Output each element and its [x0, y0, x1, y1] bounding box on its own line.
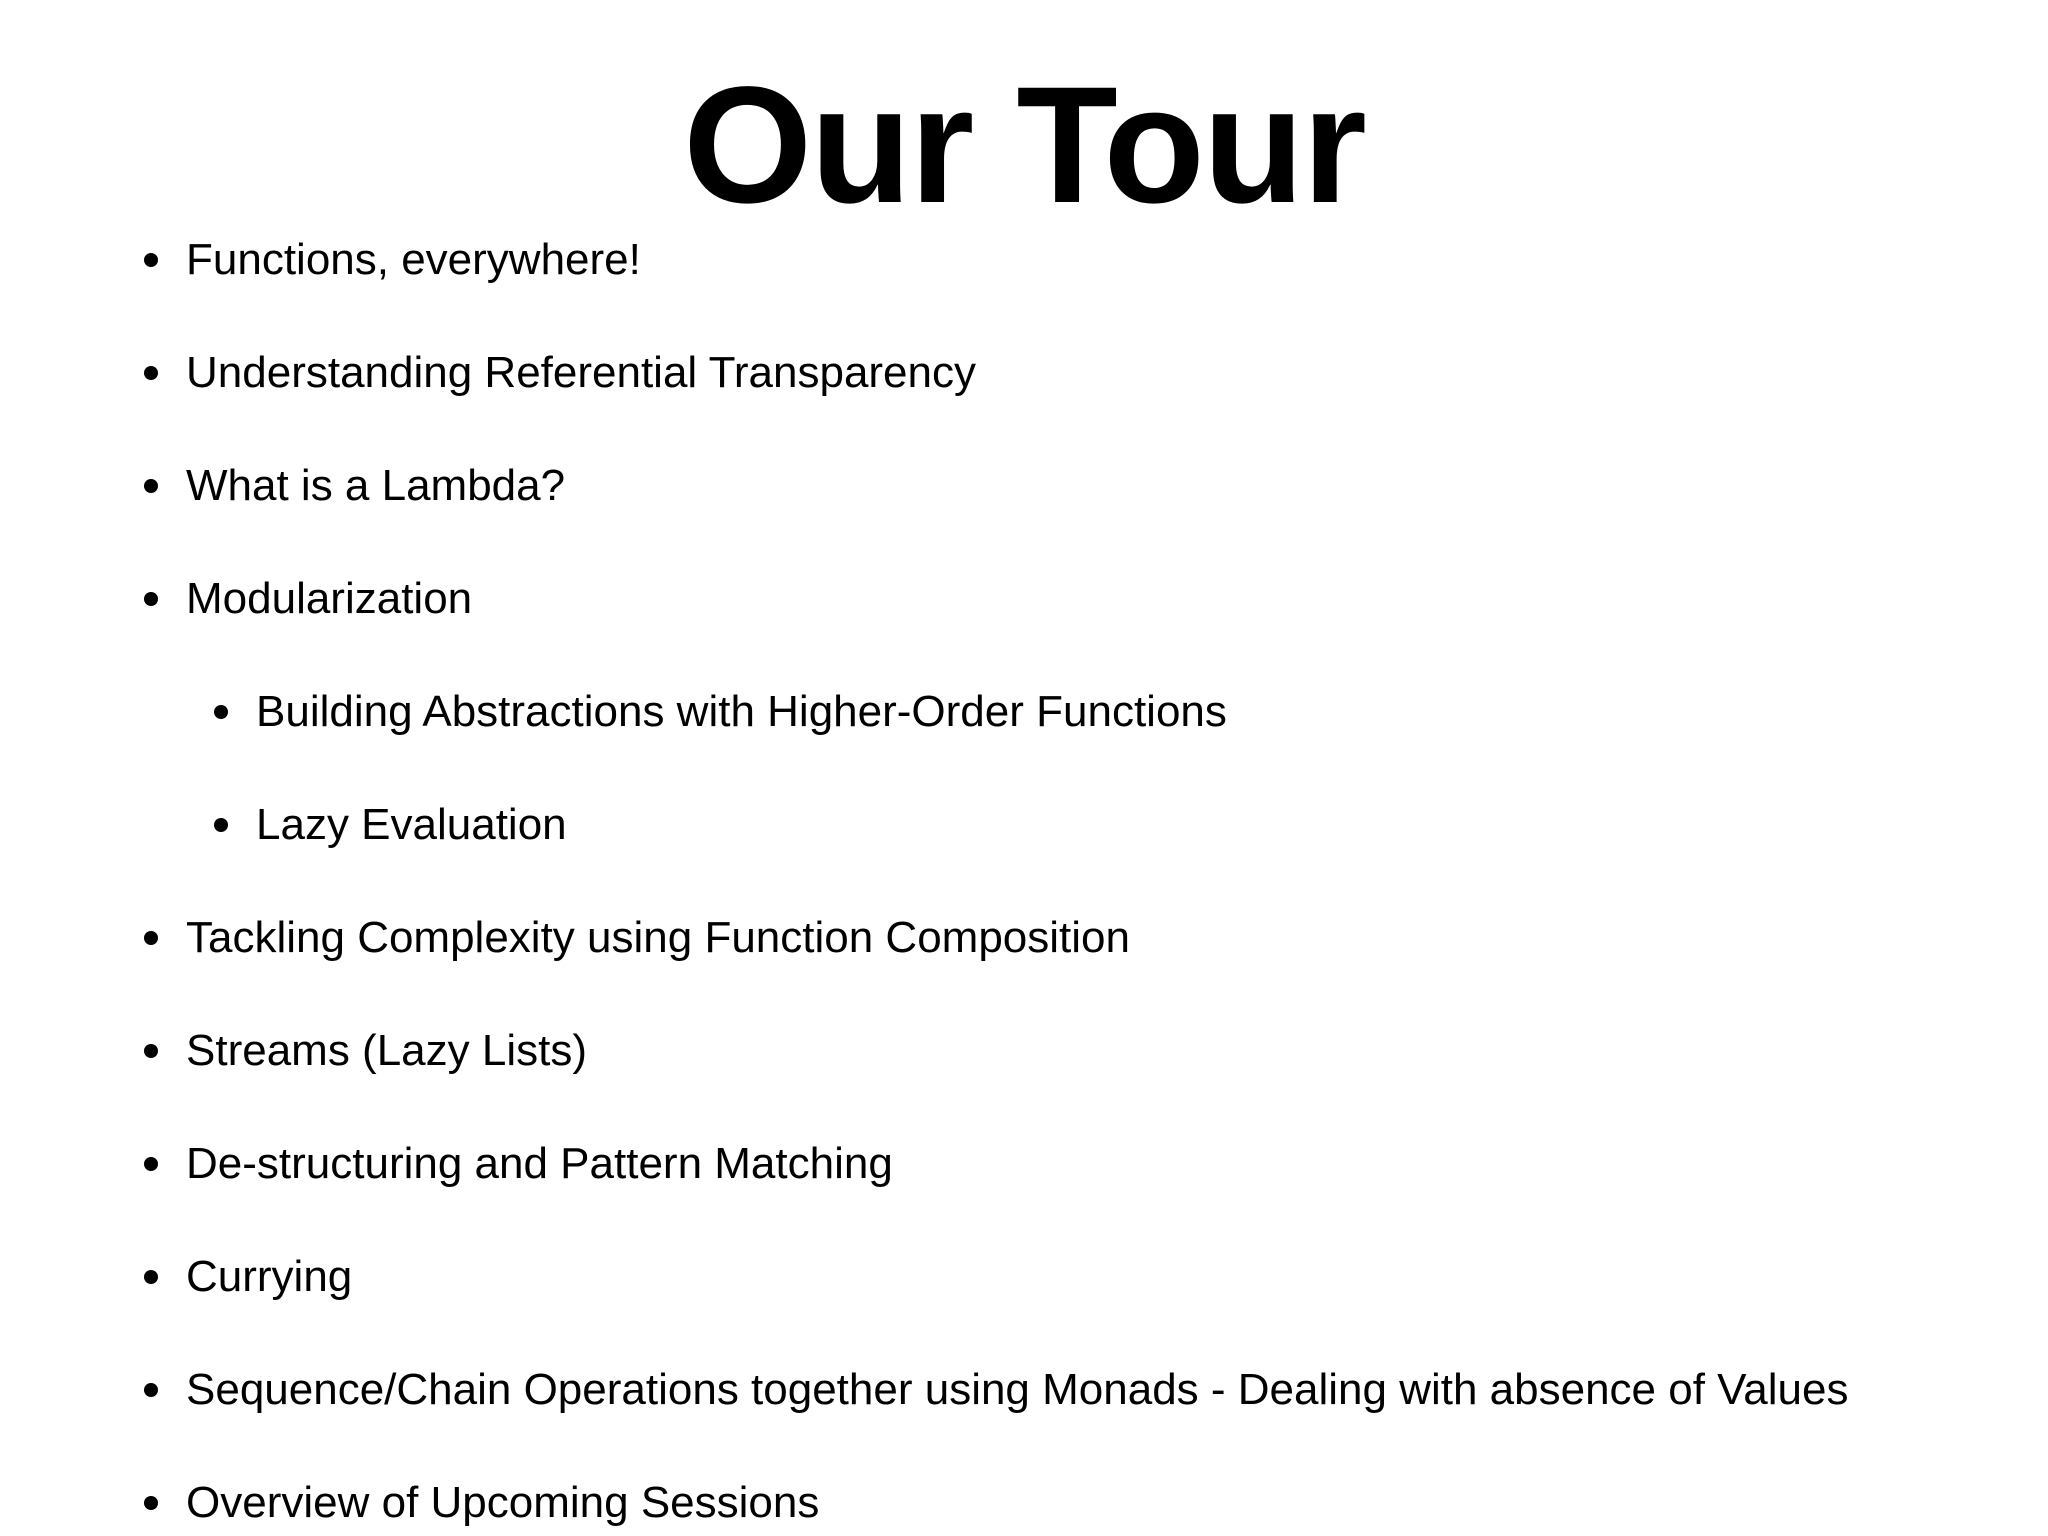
- bullet-dot-icon: [144, 592, 158, 606]
- slide-title: Our Tour: [683, 53, 1365, 238]
- bullet-label: Building Abstractions with Higher-Order Functions: [256, 687, 1227, 736]
- bullet-label: What is a Lambda?: [186, 461, 566, 510]
- bullet-label: Modularization: [186, 574, 473, 623]
- bullet-dot-icon: [144, 1044, 158, 1058]
- bullet-dot-icon: [144, 1496, 158, 1510]
- bullet-label: Lazy Evaluation: [256, 800, 567, 849]
- bullet-label: Streams (Lazy Lists): [186, 1026, 587, 1075]
- bullet-label: Functions, everywhere!: [186, 235, 641, 284]
- bullet-label: Overview of Upcoming Sessions: [186, 1478, 820, 1527]
- bullet-dot-icon: [144, 931, 158, 945]
- bullet-dot-icon: [144, 253, 158, 267]
- bullet-dot-icon: [214, 705, 228, 719]
- bullet-dot-icon: [144, 1383, 158, 1397]
- bullet-label: Currying: [186, 1252, 353, 1301]
- bullet-label: Sequence/Chain Operations together using Monads - Dealing with absence of Values: [186, 1365, 1849, 1414]
- bullet-dot-icon: [144, 479, 158, 493]
- bullet-label: Tackling Complexity using Function Composition: [186, 913, 1130, 962]
- bullet-label: Understanding Referential Transparency: [186, 348, 977, 397]
- bullet-dot-icon: [144, 1157, 158, 1171]
- bullet-dot-icon: [214, 818, 228, 832]
- bullet-dot-icon: [144, 366, 158, 380]
- bullet-dot-icon: [144, 1270, 158, 1284]
- bullet-label: De-structuring and Pattern Matching: [186, 1139, 893, 1188]
